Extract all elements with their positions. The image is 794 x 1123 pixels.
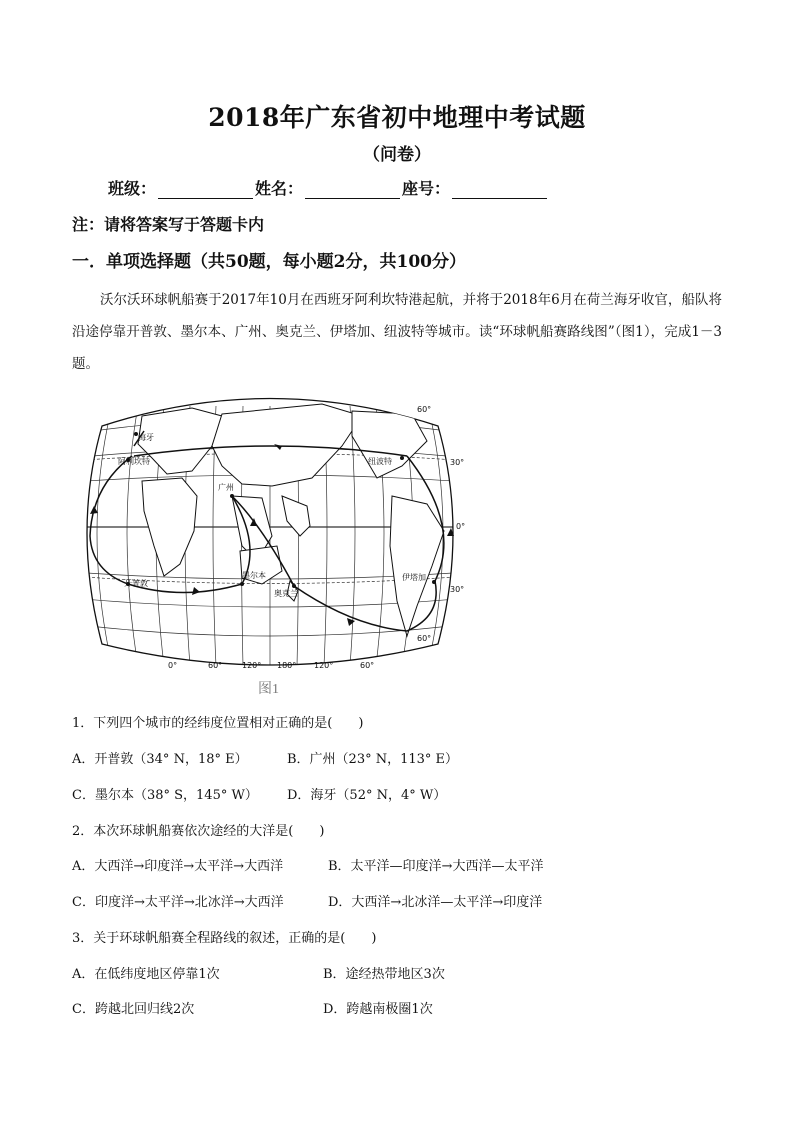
question-1-stem: 1．下列四个城市的经纬度位置相对正确的是( ) xyxy=(72,716,364,731)
lon-label-120w: 120° xyxy=(314,661,334,670)
q1-option-a[interactable]: A．开普敦（34° N，18° E） xyxy=(72,752,248,767)
city-label-capetown: 开普敦 xyxy=(124,579,148,588)
q3-option-c[interactable]: C．跨越北回归线2次 xyxy=(72,1002,195,1017)
world-map-svg xyxy=(72,386,468,676)
lat-label-30s: 30° xyxy=(450,585,465,594)
class-label: 班级： xyxy=(108,179,157,198)
city-label-hague: 海牙 xyxy=(138,433,154,442)
lon-label-120e: 120° xyxy=(242,661,262,670)
q2-option-b[interactable]: B．太平洋—印度洋→大西洋—太平洋 xyxy=(328,859,544,874)
answer-note: 注：请将答案写于答题卡内 xyxy=(72,215,265,234)
intro-paragraph: 沃尔沃环球帆船赛于2017年10月在西班牙阿利坎特港起航，并将于2018年6月在荷兰海牙收官，船队将沿途停靠开普敦、墨尔本、广州、奥克兰、伊塔加、纽波特等城市。读“环球帆船赛路线图”（图1），完成1－3题。 xyxy=(72,292,722,372)
q1-option-c[interactable]: C．墨尔本（38° S，145° W） xyxy=(72,788,258,803)
name-blank[interactable] xyxy=(305,180,400,199)
city-label-newport: 纽波特 xyxy=(368,457,392,466)
lat-label-60s: 60° xyxy=(417,634,432,643)
city-label-guangzhou: 广州 xyxy=(218,483,234,492)
q2-option-c[interactable]: C．印度洋→太平洋→北冰洋→大西洋 xyxy=(72,895,284,910)
q2-option-a[interactable]: A．大西洋→印度洋→太平洋→大西洋 xyxy=(72,859,284,874)
city-label-melbourne: 墨尔本 xyxy=(242,571,266,580)
lat-label-30n: 30° xyxy=(450,458,465,467)
name-label: 姓名： xyxy=(255,179,304,198)
lon-label-60w: 60° xyxy=(360,661,375,670)
question-3-stem: 3．关于环球帆船赛全程路线的叙述，正确的是( ) xyxy=(72,931,377,946)
student-info-row xyxy=(108,176,549,199)
q1-option-d[interactable]: D．海牙（52° N，4° W） xyxy=(287,788,447,803)
city-label-alicante: 阿利坎特 xyxy=(118,457,150,466)
lat-label-60n: 60° xyxy=(417,405,432,414)
lon-label-60e: 60° xyxy=(208,661,223,670)
q1-option-b[interactable]: B．广州（23° N，113° E） xyxy=(287,752,459,767)
q3-option-a[interactable]: A．在低纬度地区停靠1次 xyxy=(72,967,220,982)
city-label-auckland: 奥克兰 xyxy=(274,589,298,598)
lon-label-0: 0° xyxy=(168,661,178,670)
q3-option-d[interactable]: D．跨越南极圈1次 xyxy=(323,1002,433,1017)
seat-label: 座号： xyxy=(402,179,451,198)
lat-label-0: 0° xyxy=(456,522,466,531)
continents xyxy=(138,404,444,636)
q2-option-d[interactable]: D．大西洋→北冰洋—太平洋→印度洋 xyxy=(328,895,543,910)
page-subtitle: （问卷） xyxy=(363,145,431,165)
city-label-itajai: 伊塔加 xyxy=(402,573,426,582)
page-title: 2018年广东省初中地理中考试题 xyxy=(208,103,586,132)
section-title: 一．单项选择题（共50题，每小题2分，共100分） xyxy=(72,252,466,272)
seat-blank[interactable] xyxy=(452,180,547,199)
question-2-stem: 2．本次环球帆船赛依次途经的大洋是( ) xyxy=(72,824,325,839)
class-blank[interactable] xyxy=(158,180,253,199)
route-map xyxy=(72,386,468,676)
q3-option-b[interactable]: B．途经热带地区3次 xyxy=(323,967,445,982)
figure-caption: 图1 xyxy=(258,682,279,697)
lon-label-180: 180° xyxy=(277,661,297,670)
